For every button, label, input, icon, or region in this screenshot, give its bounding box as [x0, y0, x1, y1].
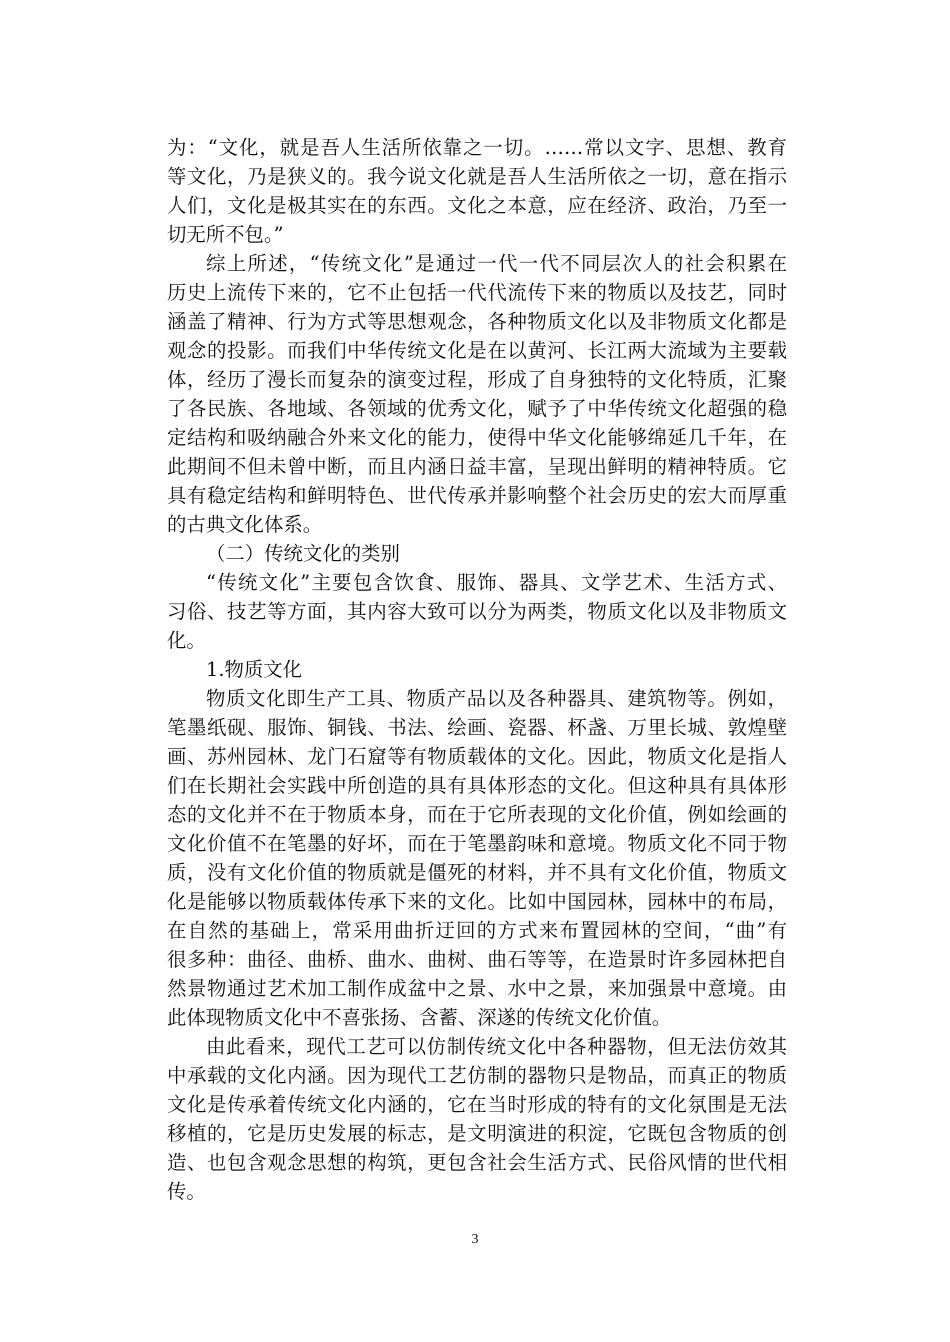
text-line: 很多种：曲径、曲桥、曲水、曲树、曲石等等，在造景时许多园林把自 — [167, 948, 787, 971]
text-line: 历史上流传下来的，它不止包括一代代流传下来的物质以及技艺，同时 — [167, 281, 787, 304]
text-line: 在自然的基础上，常采用曲折迂回的方式来布置园林的空间，“曲”有 — [167, 919, 787, 942]
text-line: 切无所不包。” — [167, 223, 284, 246]
text-line: 传。 — [167, 1180, 206, 1203]
page-number: 3 — [471, 1232, 479, 1247]
text-line: 的古典文化体系。 — [167, 513, 323, 536]
text-line: “传统文化”主要包含饮食、服饰、器具、文学艺术、生活方式、 — [206, 571, 787, 594]
text-line: 文化价值不在笔墨的好坏，而在于笔墨韵味和意境。物质文化不同于物 — [167, 832, 787, 855]
text-line: 综上所述，“传统文化”是通过一代一代不同层次人的社会积累在 — [206, 252, 787, 275]
text-line: 具有稳定结构和鲜明特色、世代传承并影响整个社会历史的宏大而厚重 — [167, 484, 787, 507]
text-line: 涵盖了精神、行为方式等思想观念，各种物质文化以及非物质文化都是 — [167, 310, 787, 333]
text-line: 化。 — [167, 629, 206, 652]
text-line: 化是能够以物质载体传承下来的文化。比如中国园林，园林中的布局， — [167, 890, 787, 913]
text-line: 了各民族、各地域、各领域的优秀文化，赋予了中华传统文化超强的稳 — [167, 397, 787, 420]
text-line: 1.物质文化 — [206, 658, 303, 681]
text-line: 笔墨纸砚、服饰、铜钱、书法、绘画、瓷器、杯盏、万里长城、敦煌壁 — [167, 716, 787, 739]
text-line: 体，经历了漫长而复杂的演变过程，形成了自身独特的文化特质，汇聚 — [167, 368, 787, 391]
text-line: 定结构和吸纳融合外来文化的能力，使得中华文化能够绵延几千年，在 — [167, 426, 787, 449]
text-line: 人们，文化是极其实在的东西。文化之本意，应在经济、政治，乃至一 — [167, 194, 787, 217]
text-line: 然景物通过艺术加工制作成盆中之景、水中之景，来加强景中意境。由 — [167, 977, 787, 1000]
text-line: 由此看来，现代工艺可以仿制传统文化中各种器物，但无法仿效其 — [206, 1035, 787, 1058]
text-line: 中承载的文化内涵。因为现代工艺仿制的器物只是物品，而真正的物质 — [167, 1064, 787, 1087]
text-line: 质，没有文化价值的物质就是僵死的材料，并不具有文化价值，物质文 — [167, 861, 787, 884]
text-line: 此体现物质文化中不喜张扬、含蓄、深遂的传统文化价值。 — [167, 1006, 672, 1029]
text-line: 文化是传承着传统文化内涵的，它在当时形成的特有的文化氛围是无法 — [167, 1093, 787, 1116]
text-line: 此期间不但未曾中断，而且内涵日益丰富，呈现出鲜明的精神特质。它 — [167, 455, 787, 478]
text-line: 物质文化即生产工具、物质产品以及各种器具、建筑物等。例如， — [206, 687, 787, 710]
text-line: 为：“文化，就是吾人生活所依靠之一切。……常以文字、思想、教育 — [167, 136, 787, 159]
text-line: 移植的，它是历史发展的标志，是文明演进的积淀，它既包含物质的创 — [167, 1122, 787, 1145]
text-line: （二）传统文化的类别 — [206, 542, 400, 565]
text-line: 态的文化并不在于物质本身，而在于它所表现的文化价值，例如绘画的 — [167, 803, 787, 826]
text-line: 等文化，乃是狭义的。我今说文化就是吾人生活所依之一切，意在指示 — [167, 165, 787, 188]
text-line: 画、苏州园林、龙门石窟等有物质载体的文化。因此，物质文化是指人 — [167, 745, 787, 768]
text-line: 观念的投影。而我们中华传统文化是在以黄河、长江两大流域为主要载 — [167, 339, 787, 362]
text-line: 造、也包含观念思想的构筑，更包含社会生活方式、民俗风情的世代相 — [167, 1151, 787, 1174]
body-text — [167, 133, 787, 1206]
text-line: 习俗、技艺等方面，其内容大致可以分为两类，物质文化以及非物质文 — [167, 600, 787, 623]
text-line: 们在长期社会实践中所创造的具有具体形态的文化。但这种具有具体形 — [167, 774, 787, 797]
